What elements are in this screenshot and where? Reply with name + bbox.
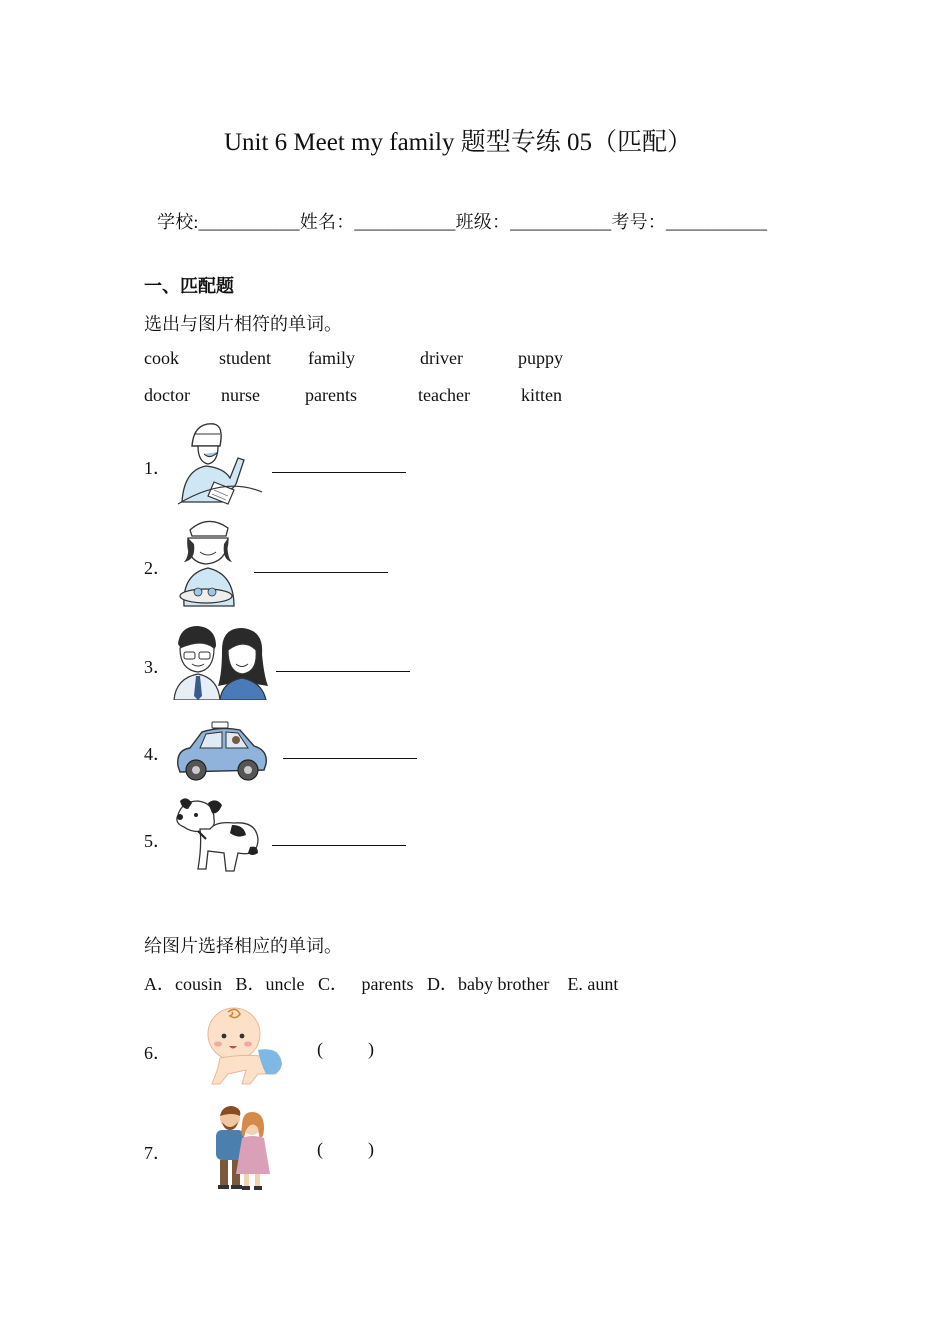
question-number: 6． <box>144 1043 171 1063</box>
answer-blank-2[interactable] <box>254 572 388 573</box>
answer-blank-1[interactable] <box>272 472 406 473</box>
nurse-icon <box>176 516 242 610</box>
word: cook <box>144 348 179 368</box>
puppy-icon <box>172 795 264 877</box>
answer-parentheses-6[interactable]: ( ) <box>317 1039 374 1059</box>
question-number: 1． <box>144 458 171 478</box>
section-heading: 一、匹配题 <box>144 276 234 296</box>
word: student <box>219 348 271 368</box>
taxi-icon <box>174 720 270 782</box>
parents-icon <box>172 624 270 700</box>
word: nurse <box>221 385 260 405</box>
answer-parentheses-7[interactable]: ( ) <box>317 1139 374 1159</box>
word: parents <box>305 385 357 405</box>
baby-icon <box>202 1004 284 1090</box>
question-number: 4． <box>144 744 171 764</box>
word: kitten <box>521 385 562 405</box>
question-number: 7． <box>144 1143 171 1163</box>
instruction-2: 给图片选择相应的单词。 <box>144 936 342 956</box>
word: teacher <box>418 385 470 405</box>
answer-blank-4[interactable] <box>283 758 417 759</box>
page-title: Unit 6 Meet my family 题型专练 05（匹配） <box>223 129 693 156</box>
question-number: 2． <box>144 558 171 578</box>
question-number: 5． <box>144 831 171 851</box>
answer-blank-5[interactable] <box>272 845 406 846</box>
student-info-line: 学校:___________姓名：___________班级：___________考号：___________ <box>157 212 768 232</box>
word: puppy <box>518 348 563 368</box>
answer-blank-3[interactable] <box>276 671 410 672</box>
instruction-1: 选出与图片相符的单词。 <box>144 314 342 334</box>
word: driver <box>420 348 463 368</box>
word: doctor <box>144 385 190 405</box>
answer-options: A．cousin B．uncle C． parents D．baby brother E. aunt <box>144 974 619 994</box>
question-number: 3． <box>144 657 171 677</box>
word: family <box>308 348 355 368</box>
doctor-icon <box>174 416 266 508</box>
couple-icon <box>210 1104 274 1192</box>
